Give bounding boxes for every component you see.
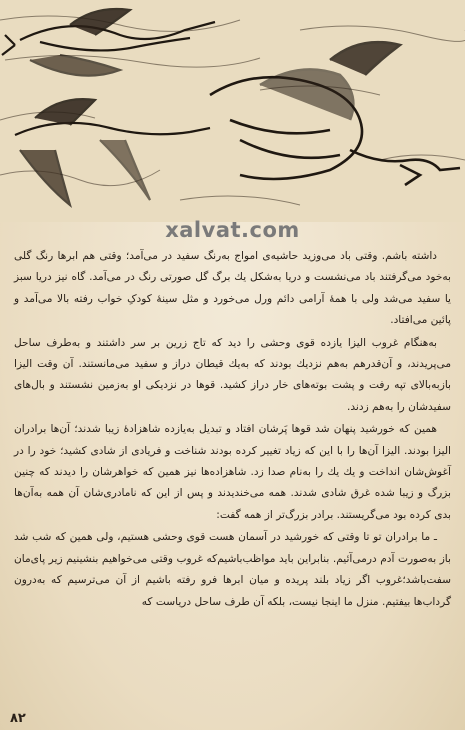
paragraph: به‌هنگام غروب الیزا یازده قوی وحشی را دید که تاج زرین بر سر داشتند و به‌طرف ساحل می‌پریدند، و آن‌قدرهم به‌هم نزدیك بودند که به‌یك قیطان دراز و سفید می‌مانستند. آن وقت الیزا بازبه‌بالای تپه رفت و پشت بوته‌های خار دراز کشید. قوها در نزدیکی او به‌زمین نشستند و بال‌های سفیدشان را به‌هم زدند. bbox=[14, 336, 451, 413]
flying-swans-illustration bbox=[0, 0, 465, 222]
paragraph: همین که خورشید پنهان شد قوها پَرشان افتاد و تبدیل به‌یازده شاهزادهٔ زیبا شدند؛ آن‌ها برادران الیزا بودند. الیزا آن‌ها را با این که زیاد تغییر کرده بودند شناخت و فریادی از شادی کشید؛ خود را در آغوش‌شان انداخت و یك یك را به‌نام صدا زد. شاهزاده‌ها نیز همین که خواهرشان را دیدند که چنین بزرگ و زیبا شده غرق شادی شدند. همه می‌خندیدند و پس از این که نامادری‌شان آن همه به‌آن‌ها بدی کرده بود می‌گریستند. برادر بزرگ‌تر از همه گفت: bbox=[14, 423, 451, 521]
body-text bbox=[14, 246, 451, 613]
page-number: ۸۲ bbox=[10, 711, 26, 726]
paragraph: داشته باشم. وقتی باد می‌وزید حاشیه‌ی امواج به‌رنگ سفید در می‌آمد؛ وقتی هم ابرها رنگ گلی به‌خود می‌گرفتند باد می‌نشست و دریا به‌شکل یك برگ گل صورتی رنگ در می‌آمد. گاه نیز دریا سبز یا سفید می‌شد ولی با همهٔ آرامی دائم ورل می‌خورد و مثل سینهٔ کودکِ خواب رفته بالا می‌آمد و پائین می‌افتاد. bbox=[14, 250, 451, 327]
watermark-text: xalvat.com bbox=[165, 218, 300, 242]
paragraph: ـ ما برادران تو تا وقتی که خورشید در آسمان هست قوی وحشی هستیم، ولی همین که شب شد باز به‌صورت آدم درمی‌آئیم. بنابراین باید مواظب‌باشیم‌که غروب وقتی می‌خواهیم بنشینیم زیر پای‌مان سفت‌باشد؛غروب اگر زیاد بلند پریده و میان ابرها فرو رفته باشیم از آن می‌ترسیم که به‌درون گرداب‌ها بیفتیم. منزل ما اینجا نیست، بلکه آن طرف ساحل دریاست که bbox=[14, 531, 451, 608]
